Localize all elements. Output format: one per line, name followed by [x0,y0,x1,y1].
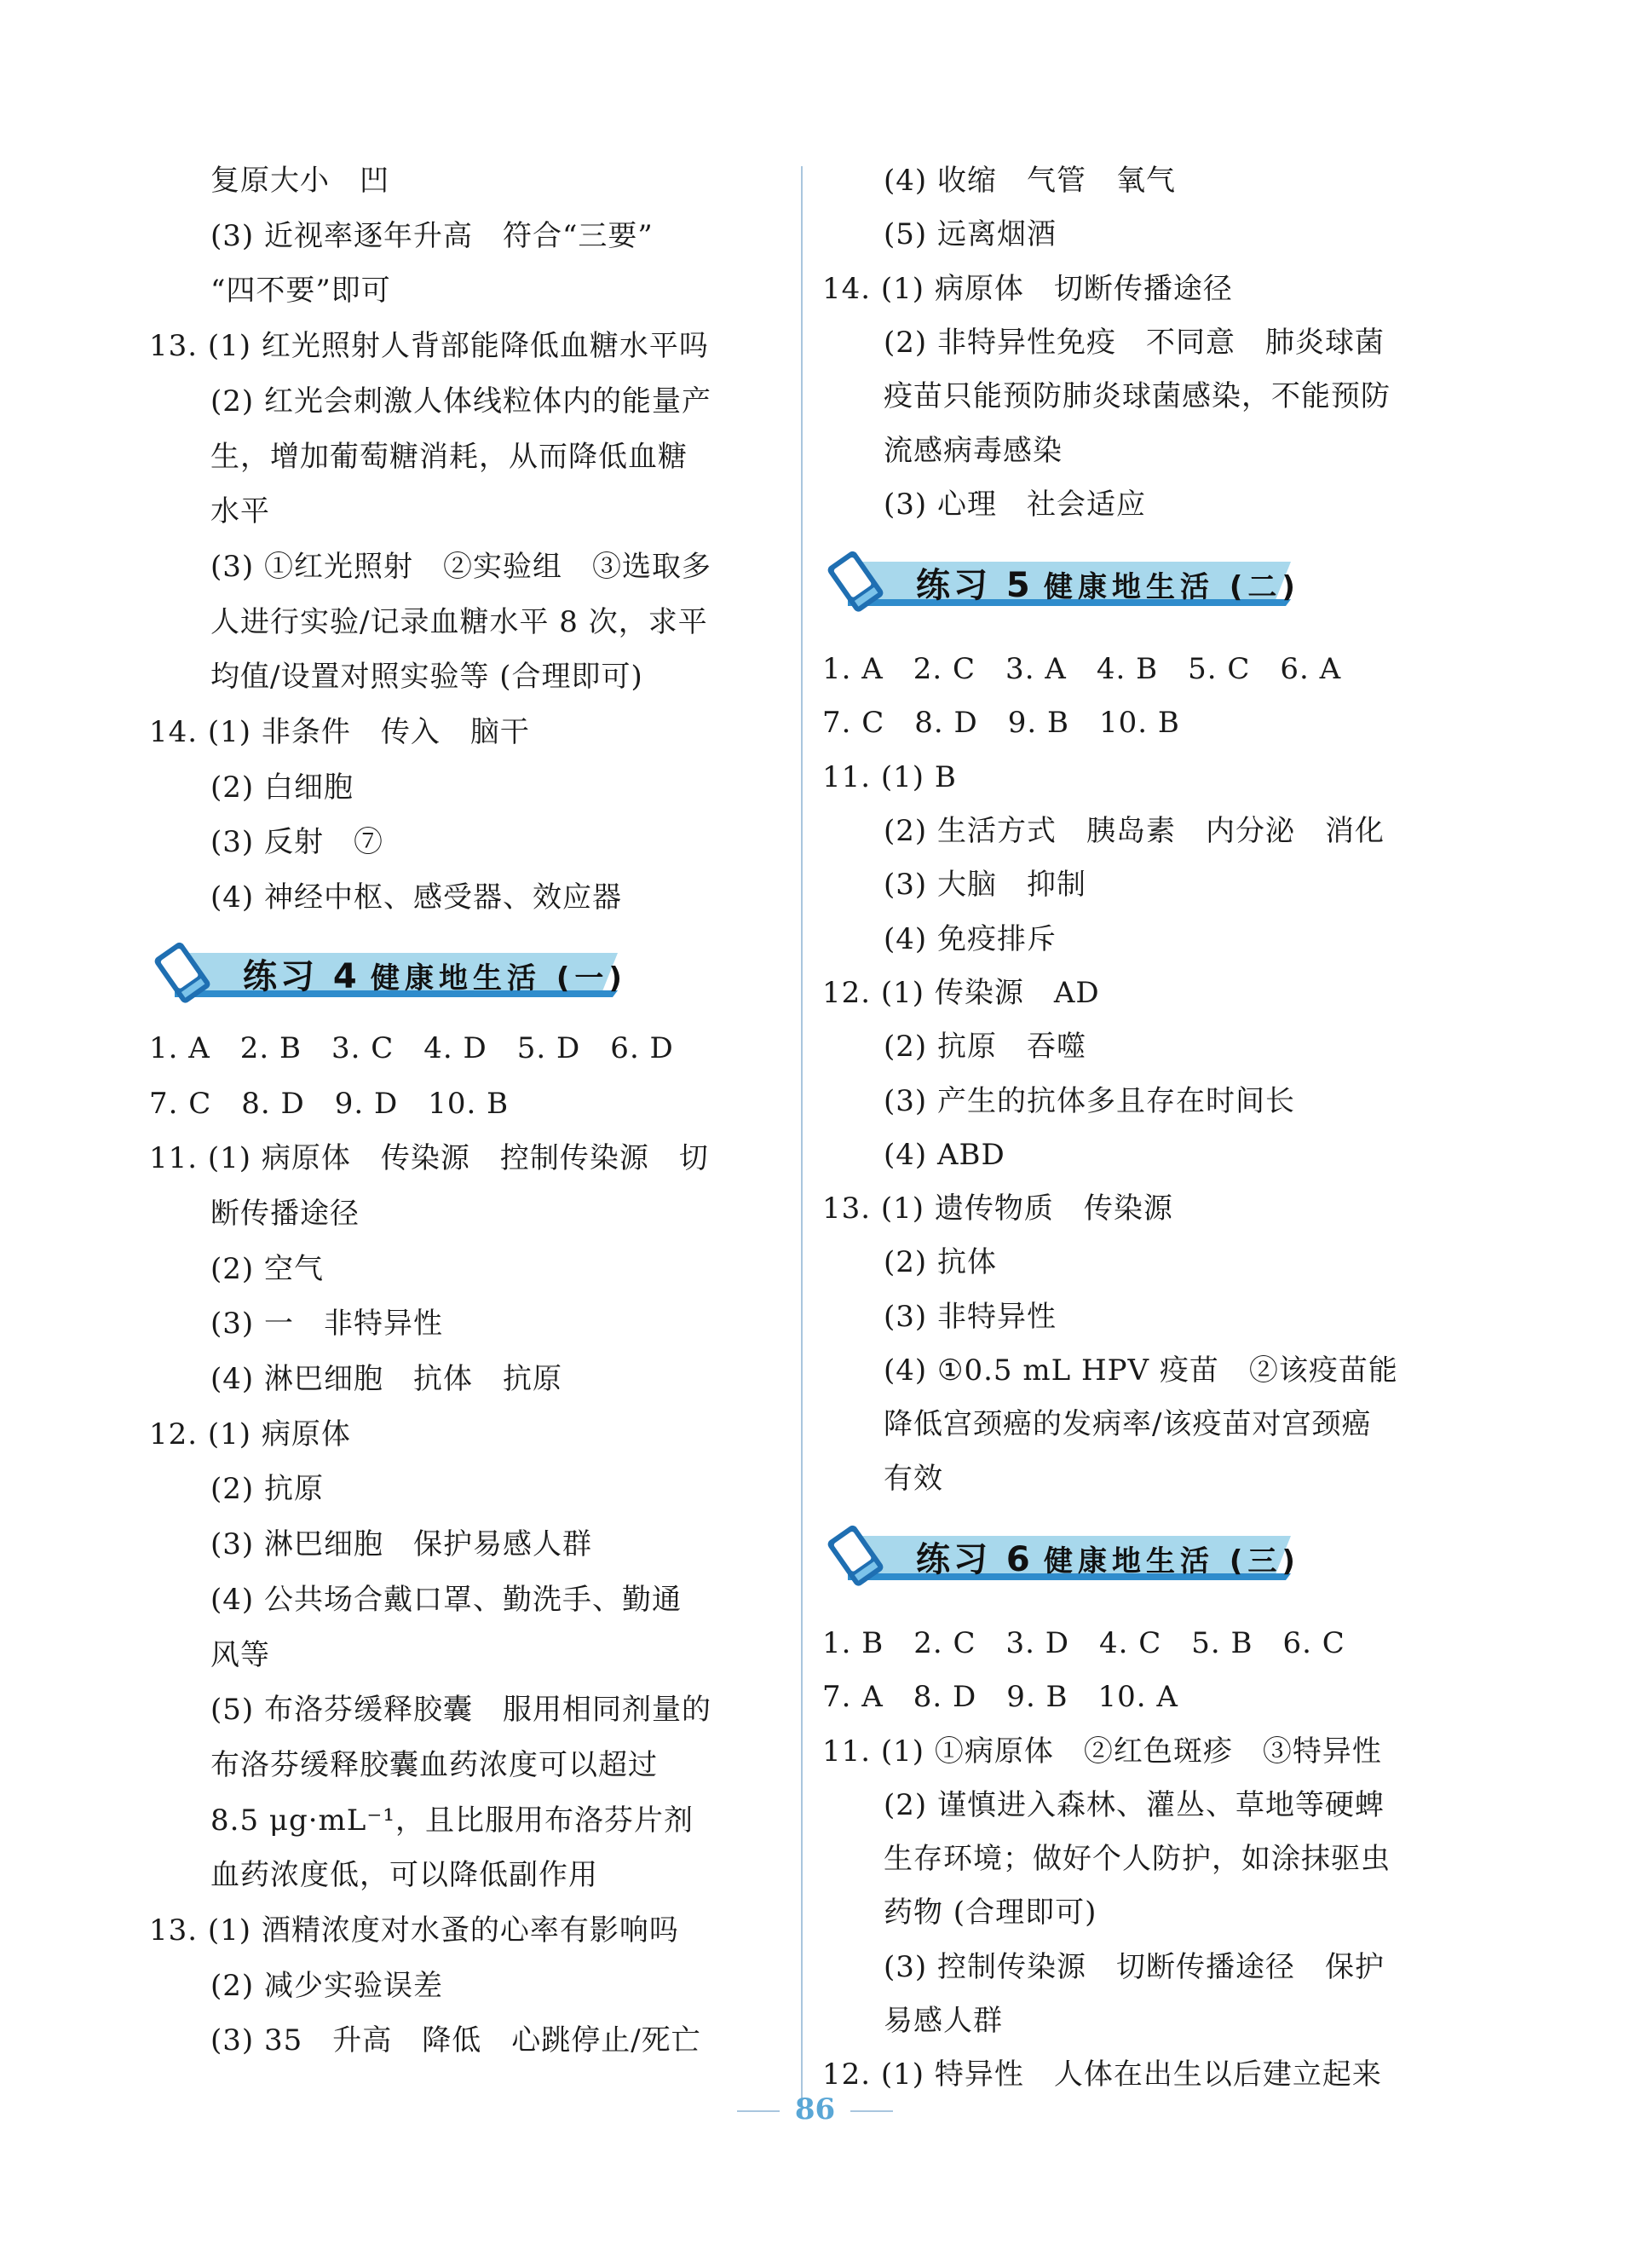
answer-line: (2) 生活方式 胰岛素 内分泌 消化 [884,814,1385,848]
answer-line: 降低宫颈癌的发病率/该疫苗对宫颈癌 [884,1407,1372,1442]
section-banner [814,543,1359,620]
answer-line: (3) 一 非特异性 [210,1307,443,1342]
answer-line: 8.5 μg·mL⁻¹，且比服用布洛芬片剂 [210,1803,694,1838]
answer-line: (2) 抗原 吞噬 [884,1030,1086,1065]
answer-line: 生，增加葡萄糖消耗，从而降低血糖 [210,439,688,474]
answer-line: 7. A 8. D 9. B 10. A [822,1680,1178,1715]
column-divider [801,166,803,2105]
answer-line: (4) 收缩 气管 氧气 [884,164,1176,198]
banner-label: 练习 6 [916,1539,1034,1579]
answer-line: (4) 公共场合戴口罩、勤洗手、勤通 [210,1582,682,1617]
answer-line: 易感人群 [884,2004,1003,2038]
answer-line: 12. (1) 特异性 人体在出生以后建立起来 [822,2057,1382,2092]
answer-line: (3) 淋巴细胞 保护易感人群 [210,1527,592,1562]
answer-line: 血药浓度低，可以降低副作用 [210,1858,598,1893]
answer-line: 断传播途径 [210,1196,360,1231]
answer-line: 13. (1) 红光照射人背部能降低血糖水平吗 [149,329,709,364]
answer-line: 布洛芬缓释胶囊血药浓度可以超过 [210,1747,658,1782]
answer-line: 11. (1) B [822,759,957,794]
answer-line: 流感病毒感染 [884,433,1063,468]
banner-label: 练习 4 [243,956,360,996]
answer-line: (2) 白细胞 [210,770,354,805]
answer-line: 12. (1) 病原体 [149,1417,351,1451]
banner-label: 练习 5 [916,566,1034,606]
answer-line: 1. A 2. B 3. C 4. D 5. D 6. D [149,1030,674,1065]
answer-line: 风等 [210,1637,270,1672]
answer-line: (4) ABD [884,1137,1005,1172]
answer-line: (5) 布洛芬缓释胶囊 服用相同剂量的 [210,1693,711,1728]
answer-line: (3) 非特异性 [884,1299,1057,1334]
answer-line: 复原大小 凹 [210,164,389,198]
answer-line: 12. (1) 传染源 AD [822,975,1100,1010]
answer-line: 13. (1) 遗传物质 传染源 [822,1192,1173,1226]
answer-line: (2) 减少实验误差 [210,1968,443,2003]
answer-line: (3) ①红光照射 ②实验组 ③选取多 [210,549,711,584]
answer-line: 7. C 8. D 9. B 10. B [822,706,1180,741]
answer-line: (4) 免疫排斥 [884,921,1057,956]
answer-line: (3) 反射 ⑦ [210,825,383,860]
section-banner [141,934,686,1011]
answer-line: (2) 红光会刺激人体线粒体内的能量产 [210,384,711,418]
answer-line: 水平 [210,494,270,529]
answer-line: 1. A 2. C 3. A 4. B 5. C 6. A [822,652,1342,687]
answer-line: (3) 心理 社会适应 [884,487,1146,522]
page-number: 86 [794,2092,836,2127]
banner-title: 健康地生活 (一) [371,961,627,995]
answer-line: (4) 淋巴细胞 抗体 抗原 [210,1362,562,1396]
answer-line: 有效 [884,1461,943,1496]
answer-line: (3) 35 升高 降低 心跳停止/死亡 [210,2023,701,2058]
answer-line: 药物 (合理即可) [884,1896,1097,1930]
answer-line: (4) 神经中枢、感受器、效应器 [210,880,622,915]
page-number-dash-right [850,2110,893,2112]
banner-title: 健康地生活 (三) [1044,1544,1300,1578]
answer-line: 1. B 2. C 3. D 4. C 5. B 6. C [822,1625,1345,1660]
answer-line: (2) 非特异性免疫 不同意 肺炎球菌 [884,325,1385,360]
answer-line: (5) 远离烟酒 [884,217,1057,252]
answer-line: 生存环境；做好个人防护，如涂抹驱虫 [884,1842,1391,1877]
answer-line: 7. C 8. D 9. D 10. B [149,1086,510,1121]
answer-line: (4) ①0.5 mL HPV 疫苗 ②该疫苗能 [884,1353,1398,1388]
answer-line: (2) 空气 [210,1251,324,1286]
answer-line: (2) 抗原 [210,1472,324,1507]
banner-title: 健康地生活 (二) [1044,570,1300,605]
answer-line: “四不要”即可 [210,274,391,309]
answer-line: 疫苗只能预防肺炎球菌感染，不能预防 [884,379,1391,414]
answer-line: (2) 谨慎进入森林、灌丛、草地等硬蜱 [884,1787,1385,1822]
answer-line: (3) 近视率逐年升高 符合“三要” [210,218,654,253]
answer-line: (2) 抗体 [884,1245,997,1280]
answer-line: 11. (1) ①病原体 ②红色斑疹 ③特异性 [822,1734,1382,1769]
answer-line: 14. (1) 非条件 传入 脑干 [149,715,530,749]
answer-line: 13. (1) 酒精浓度对水蚤的心率有影响吗 [149,1913,679,1948]
answer-line: 11. (1) 病原体 传染源 控制传染源 切 [149,1141,709,1176]
answer-line: 均值/设置对照实验等 (合理即可) [210,660,643,695]
answer-line: (3) 大脑 抑制 [884,868,1086,903]
answer-line: (3) 产生的抗体多且存在时间长 [884,1083,1295,1118]
answer-line: 14. (1) 病原体 切断传播途径 [822,271,1233,306]
answer-line: 人进行实验/记录血糖水平 8 次，求平 [210,604,708,639]
answer-line: (3) 控制传染源 切断传播途径 保护 [884,1949,1385,1984]
section-banner [814,1517,1359,1594]
